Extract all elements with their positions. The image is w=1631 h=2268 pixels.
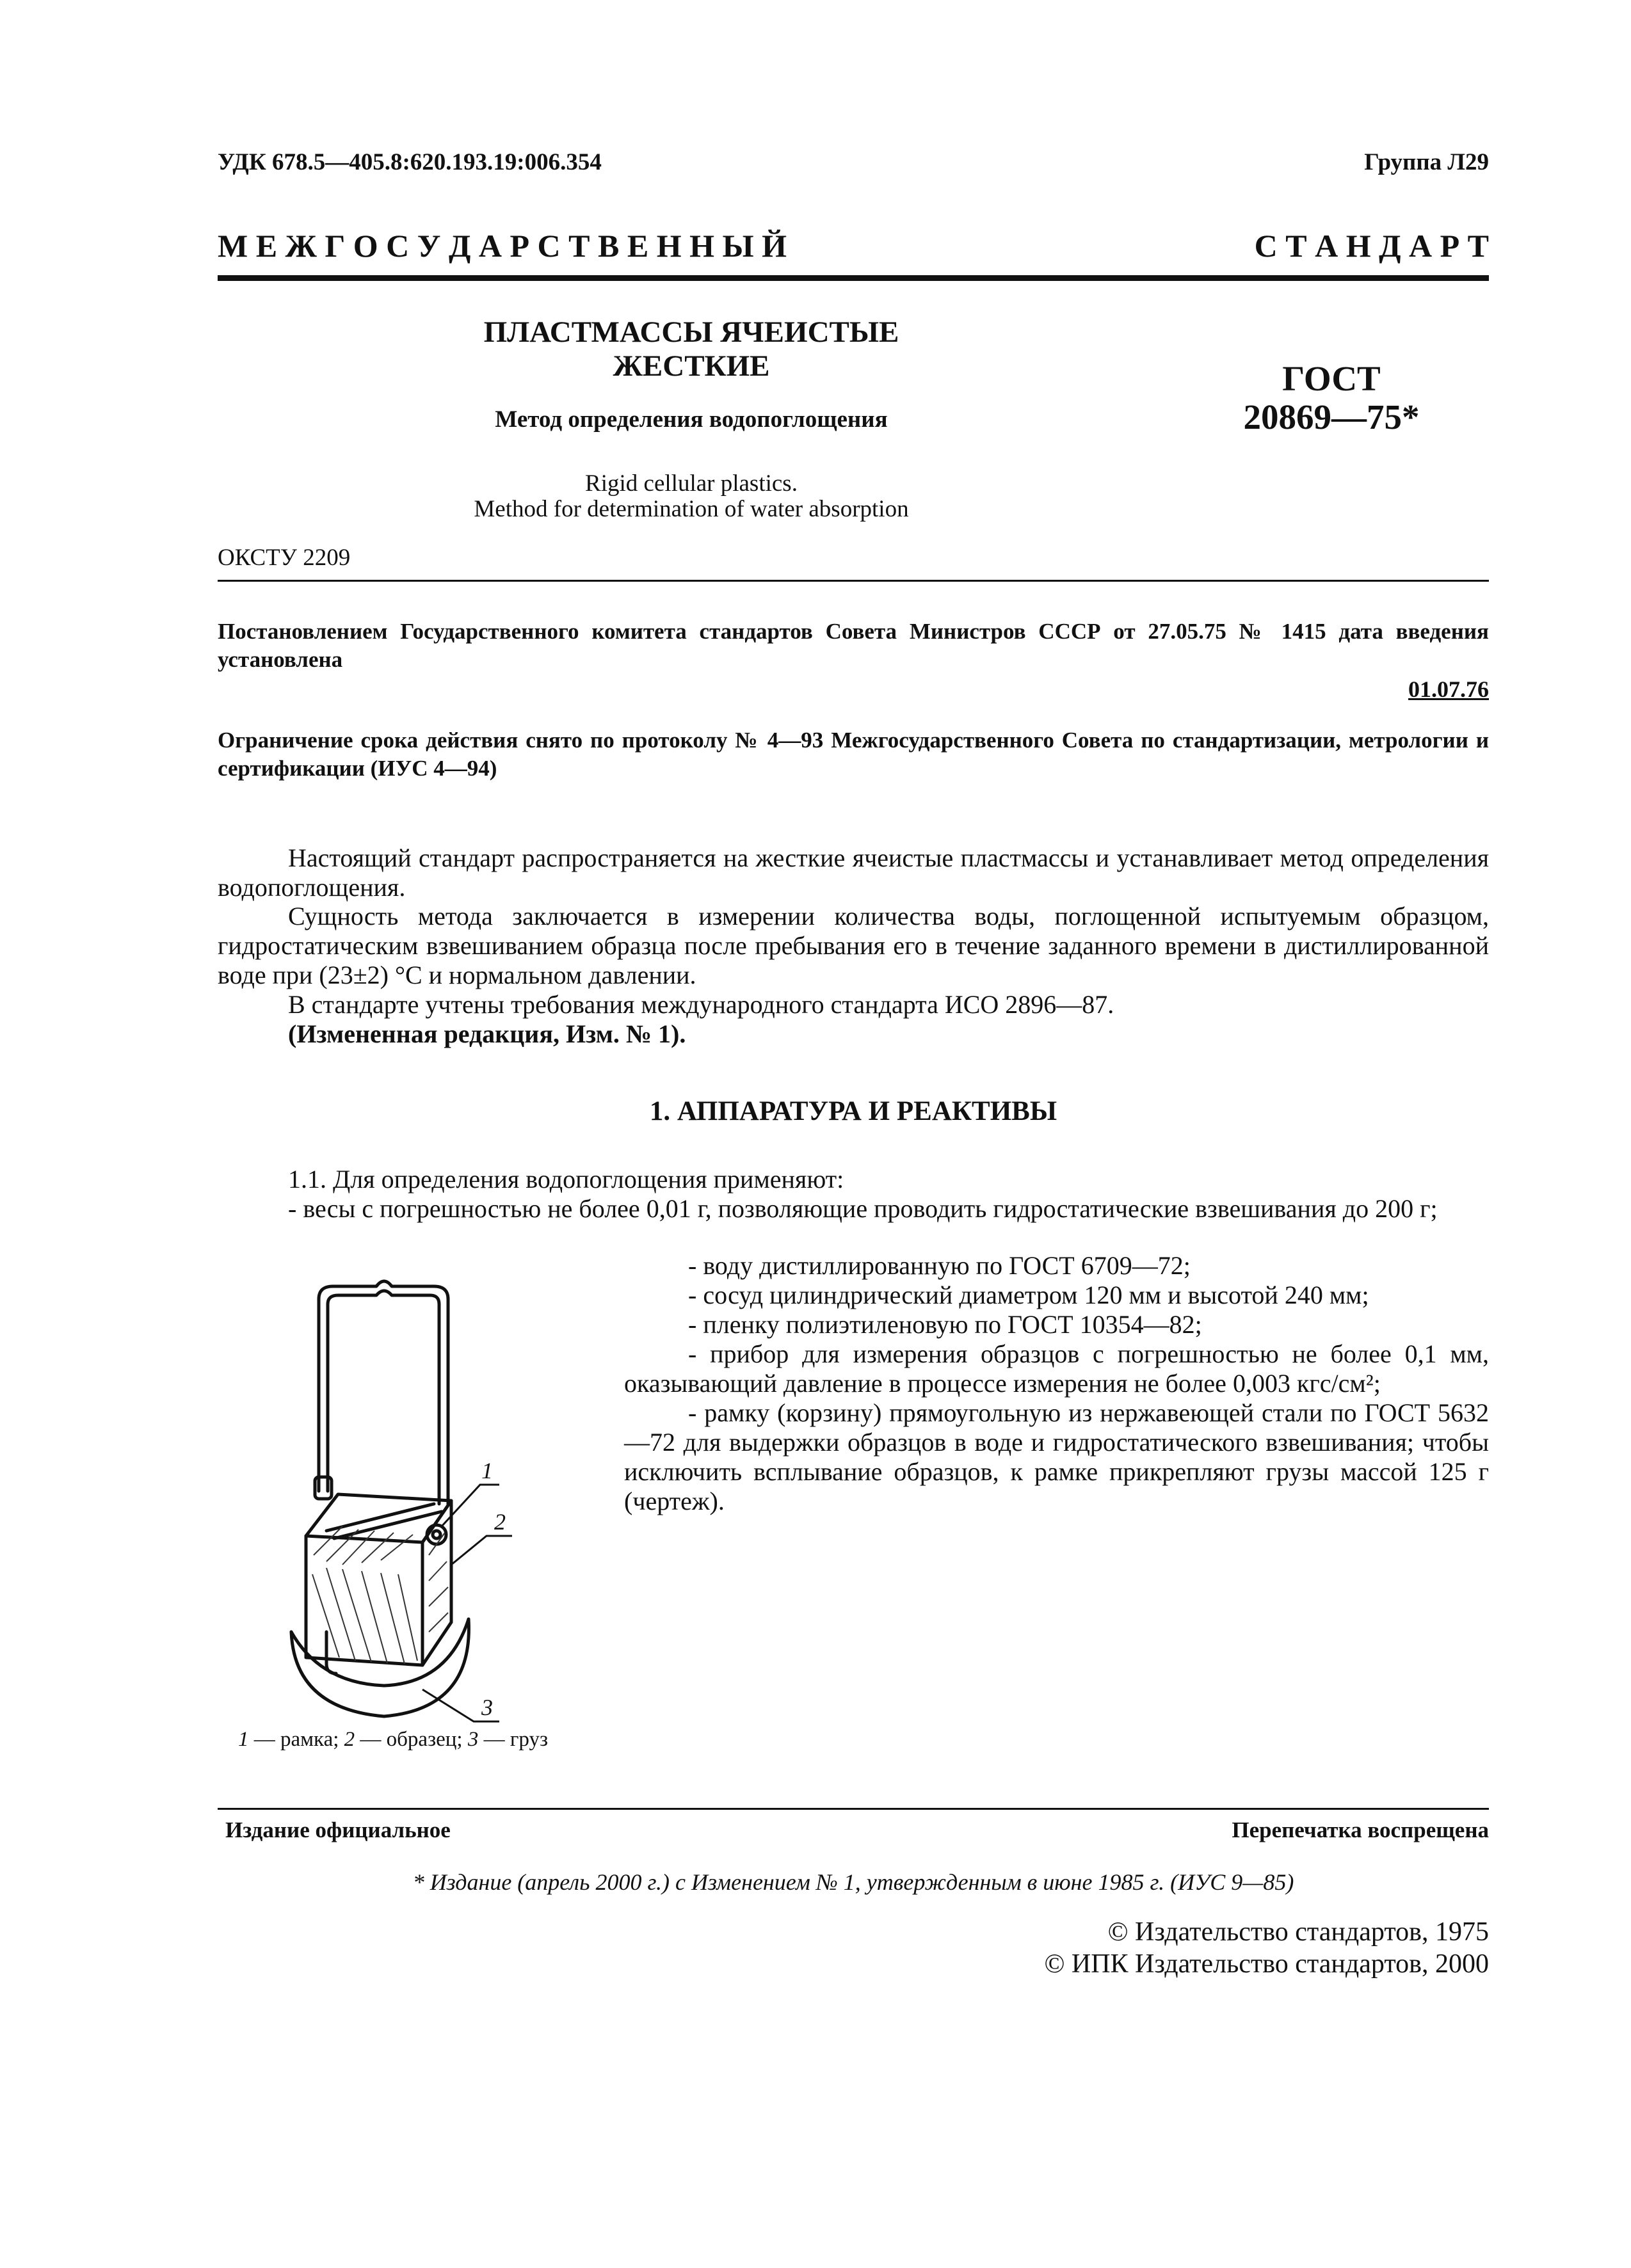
list-item: - пленку полиэтиленовую по ГОСТ 10354—82; [688,1310,1202,1339]
decree-text: Постановлением Государственного комитета стандартов Совета Министров СССР от 27.05.75 № 1415 дата введения установлена [218,619,1489,672]
copyright-2000: © ИПК Издательство стандартов, 2000 [1044,1949,1489,1979]
reprint-prohibited: Перепечатка воспрещена [1232,1817,1489,1842]
method-title-ru: Метод определения водопоглощения [495,406,888,433]
group-code: Группа Л29 [1364,149,1489,175]
list-item: - воду дистиллированную по ГОСТ 6709—72; [688,1251,1191,1280]
introduction-date: 01.07.76 [1408,676,1489,702]
list-item: - сосуд цилиндрический диаметром 120 мм и высотой 240 мм; [688,1281,1369,1309]
caption-number: 1 [238,1728,249,1751]
method-title-en-line-2: Method for determination of water absorption [474,496,909,522]
callout-3: 3 [481,1695,493,1720]
method-title-en-line-1: Rigid cellular plastics. [585,470,798,497]
banner-word-standard: С Т А Н Д А Р Т [1254,228,1489,264]
official-edition: Издание официальное [225,1817,451,1842]
frame-with-sample-drawing [230,1274,563,1747]
standard-banner [218,227,1489,264]
callout-2: 2 [494,1509,506,1535]
caption-number: 2 [344,1728,355,1751]
list-item: - рамку (корзину) прямоугольную из нержавеющей стали по ГОСТ 5632—72 для выдержки образцов в воде и гидростатического взвешивания; чтобы исключить всплывание образцов, к рамке прикрепляют грузы массой 125 г (чертеж). [624,1398,1489,1515]
intro-paragraph-iso: В стандарте учтены требования международного стандарта ИСО 2896—87. [288,990,1114,1019]
intro-paragraph-essence: Сущность метода заключается в измерении количества воды, поглощенной испытуемым образцом, гидростатическим взвешиванием образца после пребывания его в течение заданного времени в дистиллированной воде при (23±2) °С и нормальном давлении. [218,902,1489,989]
okstu-code: ОКСТУ 2209 [218,545,351,571]
edition-footnote: * Издание (апрель 2000 г.) с Изменением № 1, утвержденным в июне 1985 г. (ИУС 9—85) [412,1869,1294,1895]
copyright-1975: © Издательство стандартов, 1975 [1107,1917,1489,1947]
caption-label: — груз [478,1728,548,1751]
gost-label: ГОСТ [1282,359,1381,398]
caption-number: 3 [467,1728,479,1751]
intro-paragraph-scope: Настоящий стандарт распространяется на жесткие ячеистые пластмассы и устанавливает метод определения водопоглощения. [218,843,1489,902]
banner-word-interstate: М Е Ж Г О С У Д А Р С Т В Е Н Н Ы Й [218,228,787,264]
header-rule [218,275,1489,281]
section-heading: 1. АППАРАТУРА И РЕАКТИВЫ [649,1096,1057,1126]
title-line-2: ЖЕСТКИЕ [613,349,770,383]
caption-label: — рамка; [248,1728,344,1751]
figure-caption [238,1728,548,1752]
equipment-list [624,1251,1489,1516]
gost-number: 20869—75* [1243,397,1420,436]
list-item: - прибор для измерения образцов с погрешностью не более 0,1 мм, оказывающий давление в процессе измерения не более 0,003 кгс/см²; [624,1339,1489,1398]
udk-code: УДК 678.5—405.8:620.193.19:006.354 [218,149,602,175]
footer-rule [218,1808,1489,1810]
caption-label: — образец; [355,1728,468,1751]
list-item-scales: - весы с погрешностью не более 0,01 г, позволяющие проводить гидростатические взвешивания до 200 г; [288,1194,1438,1223]
intro-paragraph-amendment: (Измененная редакция, Изм. № 1). [288,1019,686,1048]
callout-1: 1 [481,1458,493,1483]
section-intro: 1.1. Для определения водопоглощения применяют: [288,1165,844,1194]
limit-removed-text: Ограничение срока действия снято по протоколу № 4—93 Межгосударственного Совета по стандартизации, метрологии и сертификации (ИУС 4—94) [218,728,1489,781]
title-rule [218,580,1489,582]
title-line-1: ПЛАСТМАССЫ ЯЧЕИСТЫЕ [483,315,899,349]
